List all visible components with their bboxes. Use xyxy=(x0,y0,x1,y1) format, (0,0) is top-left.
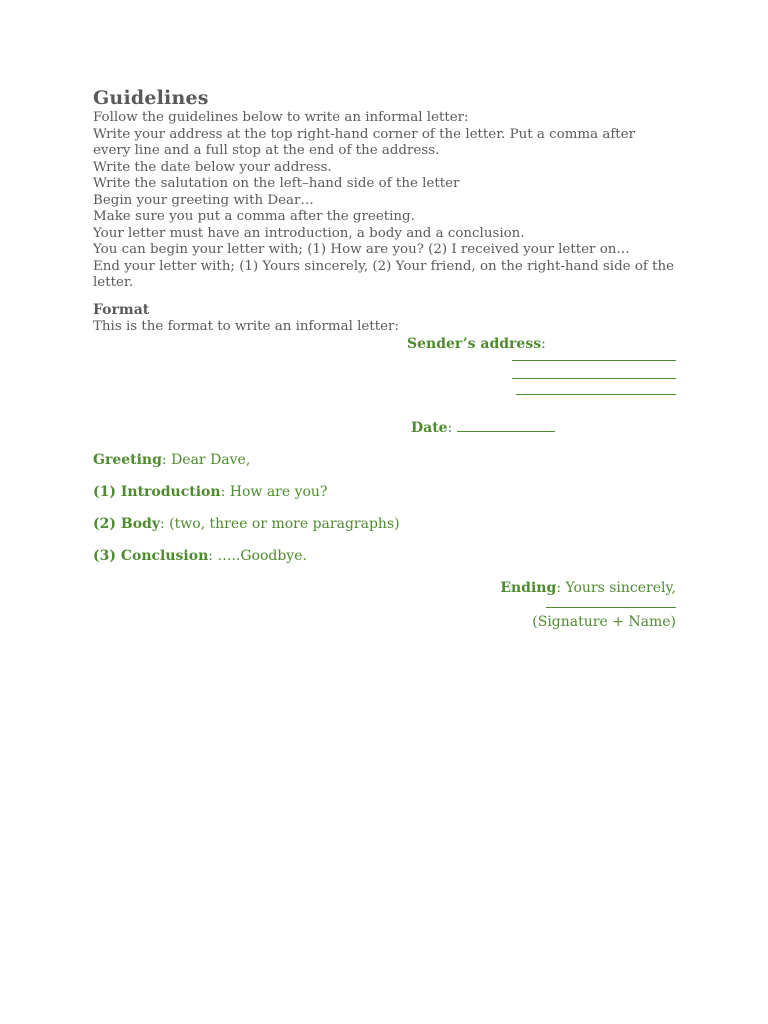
guidelines-intro: Follow the guidelines below to write an informal letter: xyxy=(93,110,469,125)
sender-address-label: Sender’s address xyxy=(407,336,542,352)
ending-label: Ending xyxy=(500,580,557,596)
guideline-item: You can begin your letter with; (1) How are you? (2) I received your letter on… xyxy=(93,242,630,257)
colon: : xyxy=(541,336,546,352)
guideline-item: Write the salutation on the left–hand side of the letter xyxy=(93,176,460,191)
body-value: (two, three or more paragraphs) xyxy=(169,516,400,532)
colon: : xyxy=(220,484,226,500)
guideline-item: Write the date below your address. xyxy=(93,159,332,175)
guideline-item: Begin your greeting with Dear… xyxy=(93,192,314,208)
guideline-item: Make sure you put a comma after the greeting. xyxy=(93,209,415,224)
address-line xyxy=(516,394,676,395)
guideline-item: Your letter must have an introduction, a body and a conclusion. xyxy=(93,225,525,241)
sender-address-field xyxy=(407,335,676,353)
colon: : xyxy=(159,516,165,532)
format-intro: This is the format to write an informal letter: xyxy=(93,318,399,334)
date-label: Date xyxy=(411,420,448,436)
conclusion-value: …..Goodbye. xyxy=(217,548,307,564)
greeting-field xyxy=(93,451,676,469)
introduction-value: How are you? xyxy=(229,484,328,500)
introduction-label: (1) Introduction xyxy=(93,484,221,500)
colon: : xyxy=(161,452,167,468)
signature-line xyxy=(546,607,676,608)
ending-value: Yours sincerely, xyxy=(565,580,676,596)
date-blank xyxy=(457,419,555,432)
colon: : xyxy=(208,548,213,564)
colon: : xyxy=(447,420,453,436)
document-content xyxy=(93,86,676,631)
address-line xyxy=(512,360,676,361)
guidelines-heading: Guidelines xyxy=(93,87,209,109)
ending-field xyxy=(93,579,676,597)
date-field xyxy=(411,419,676,437)
body-field xyxy=(93,515,676,533)
introduction-field xyxy=(93,483,676,501)
greeting-label: Greeting xyxy=(93,452,162,468)
guideline-item: End your letter with; (1) Yours sincerely, (2) Your friend, on the right-hand side of the letter. xyxy=(93,258,675,290)
signature-line-wrap xyxy=(93,597,676,611)
guideline-item: Write your address at the top right-hand corner of the letter. Put a comma after every line and a full stop at the end of the address. xyxy=(93,126,636,158)
colon: : xyxy=(556,580,561,596)
greeting-value: Dear Dave, xyxy=(171,452,251,468)
address-line xyxy=(512,378,676,379)
sender-address-lines xyxy=(93,353,676,411)
format-heading: Format xyxy=(93,301,150,318)
conclusion-label: (3) Conclusion xyxy=(93,548,209,564)
signature-caption: (Signature + Name) xyxy=(532,614,676,630)
conclusion-field xyxy=(93,547,676,565)
body-label: (2) Body xyxy=(93,516,160,532)
